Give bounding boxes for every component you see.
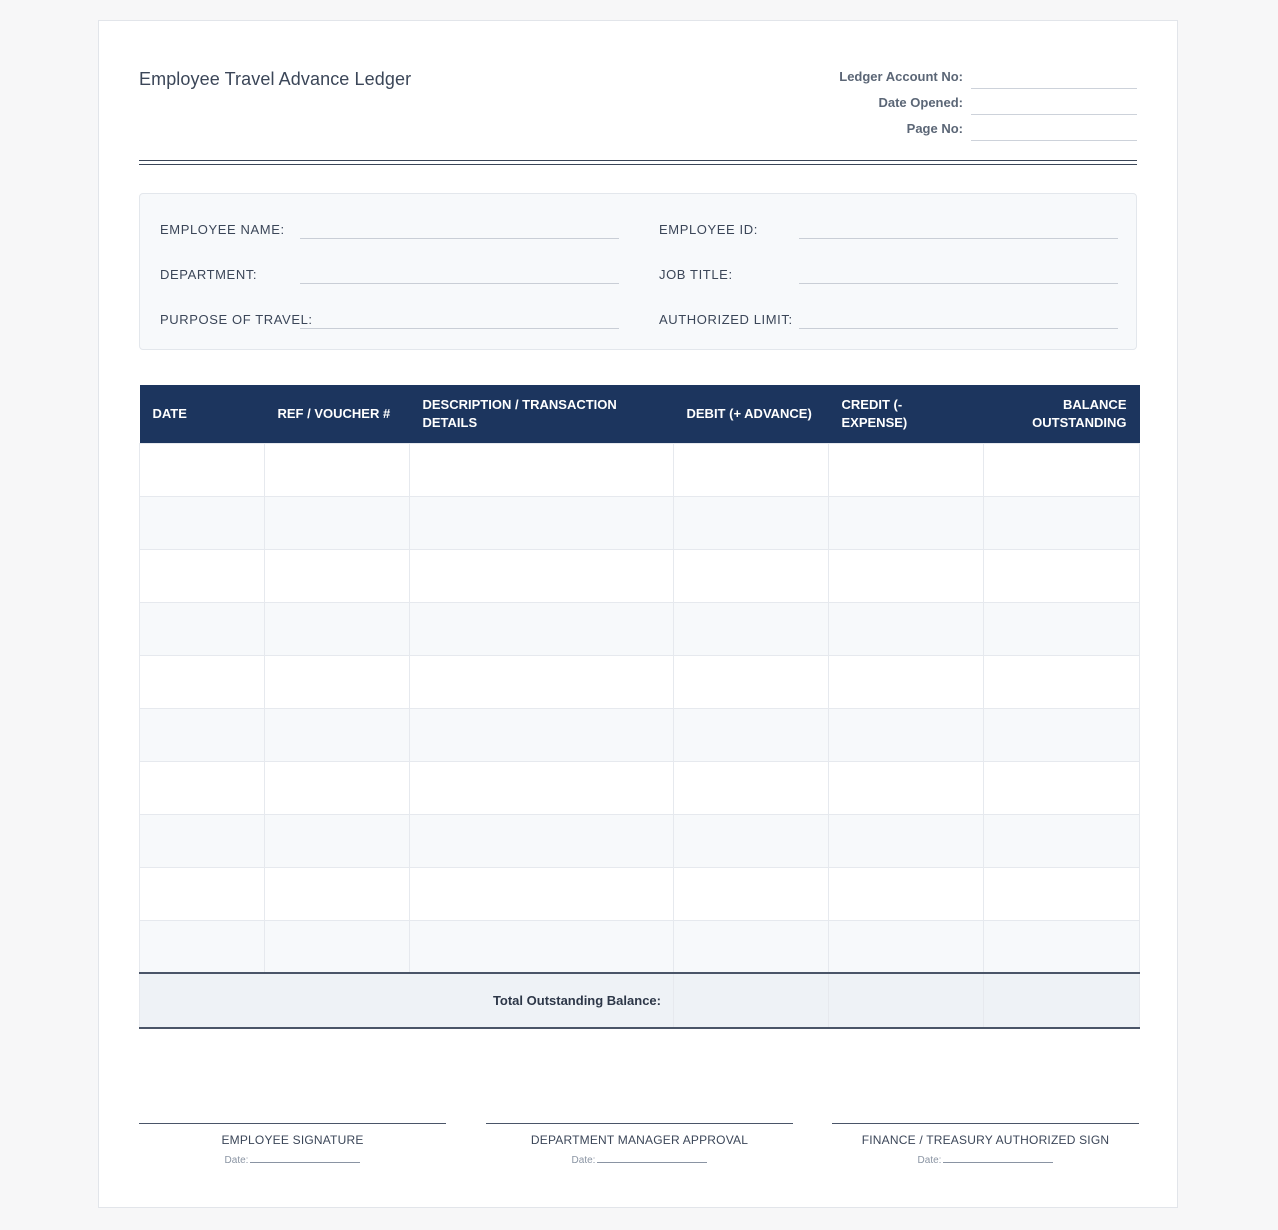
credit-cell[interactable] <box>829 496 984 549</box>
ref-cell[interactable] <box>265 549 410 602</box>
date-cell[interactable] <box>140 761 265 814</box>
date-cell[interactable] <box>140 708 265 761</box>
debit-cell[interactable] <box>674 920 829 973</box>
column-header-ref: REF / VOUCHER # <box>265 385 410 443</box>
date-field[interactable] <box>597 1153 707 1163</box>
employee-id-row <box>659 220 1118 239</box>
date-opened-field[interactable] <box>971 90 1137 115</box>
ref-cell[interactable] <box>265 920 410 973</box>
debit-cell[interactable] <box>674 602 829 655</box>
date-cell[interactable] <box>140 655 265 708</box>
credit-cell[interactable] <box>829 814 984 867</box>
date-cell[interactable] <box>140 814 265 867</box>
ref-cell[interactable] <box>265 814 410 867</box>
ledger-account-label: Ledger Account No: <box>839 69 963 84</box>
ledger-row <box>140 655 1140 708</box>
debit-cell[interactable] <box>674 496 829 549</box>
column-header-date: DATE <box>140 385 265 443</box>
employee-info-panel <box>139 193 1137 350</box>
document-title: Employee Travel Advance Ledger <box>139 69 412 89</box>
ref-cell[interactable] <box>265 602 410 655</box>
date-label: Date: <box>224 1155 249 1166</box>
ledger-row <box>140 867 1140 920</box>
column-header-credit: CREDIT (- EXPENSE) <box>829 385 984 443</box>
description-cell[interactable] <box>410 814 674 867</box>
ref-cell[interactable] <box>265 867 410 920</box>
total-debit-cell[interactable] <box>674 973 829 1028</box>
date-opened-label: Date Opened: <box>878 95 963 110</box>
employee-name-row <box>160 220 619 239</box>
ledger-page <box>98 20 1178 1208</box>
date-cell[interactable] <box>140 920 265 973</box>
date-opened-row <box>817 89 1137 115</box>
date-label: Date: <box>917 1155 942 1166</box>
ledger-row <box>140 549 1140 602</box>
ref-cell[interactable] <box>265 443 410 496</box>
ref-cell[interactable] <box>265 496 410 549</box>
date-cell[interactable] <box>140 549 265 602</box>
total-credit-cell[interactable] <box>829 973 984 1028</box>
ledger-row <box>140 602 1140 655</box>
ref-cell[interactable] <box>265 761 410 814</box>
finance-sign-title: FINANCE / TREASURY AUTHORIZED SIGN <box>861 1133 1110 1147</box>
description-cell[interactable] <box>410 655 674 708</box>
balance-cell[interactable] <box>984 655 1140 708</box>
credit-cell[interactable] <box>829 761 984 814</box>
credit-cell[interactable] <box>829 655 984 708</box>
description-cell[interactable] <box>410 920 674 973</box>
description-cell[interactable] <box>410 708 674 761</box>
finance-signature-line[interactable] <box>832 1123 1139 1124</box>
ledger-body <box>140 443 1140 973</box>
date-field[interactable] <box>943 1153 1053 1163</box>
date-cell[interactable] <box>140 867 265 920</box>
ledger-row <box>140 496 1140 549</box>
employee-id-label: EMPLOYEE ID: <box>659 222 758 237</box>
credit-cell[interactable] <box>829 708 984 761</box>
balance-cell[interactable] <box>984 814 1140 867</box>
page-no-field[interactable] <box>971 116 1137 141</box>
balance-cell[interactable] <box>984 549 1140 602</box>
employee-signature-block <box>139 1123 446 1166</box>
manager-approval-date <box>486 1153 793 1166</box>
job-title-label: JOB TITLE: <box>659 267 733 282</box>
page-no-label: Page No: <box>906 121 963 136</box>
finance-sign-block <box>832 1123 1139 1166</box>
authorized-limit-field[interactable] <box>799 310 1118 329</box>
credit-cell[interactable] <box>829 602 984 655</box>
ref-cell[interactable] <box>265 708 410 761</box>
ledger-row <box>140 443 1140 496</box>
balance-cell[interactable] <box>984 867 1140 920</box>
manager-signature-line[interactable] <box>486 1123 793 1124</box>
purpose-label: PURPOSE OF TRAVEL: <box>160 312 313 327</box>
description-cell[interactable] <box>410 761 674 814</box>
balance-cell[interactable] <box>984 496 1140 549</box>
balance-cell[interactable] <box>984 602 1140 655</box>
date-cell[interactable] <box>140 443 265 496</box>
ledger-account-row <box>817 63 1137 89</box>
purpose-field[interactable] <box>300 310 619 329</box>
description-cell[interactable] <box>410 496 674 549</box>
credit-cell[interactable] <box>829 867 984 920</box>
purpose-row <box>160 310 619 329</box>
authorized-limit-row <box>659 310 1118 329</box>
balance-cell[interactable] <box>984 708 1140 761</box>
header-divider <box>139 160 1137 165</box>
balance-cell[interactable] <box>984 761 1140 814</box>
column-header-description: DESCRIPTION / TRANSACTION DETAILS <box>410 385 674 443</box>
total-label: Total Outstanding Balance: <box>140 973 674 1028</box>
ledger-account-field[interactable] <box>971 64 1137 89</box>
employee-signature-line[interactable] <box>139 1123 446 1124</box>
ledger-header-row <box>140 385 1140 443</box>
balance-cell[interactable] <box>984 920 1140 973</box>
date-cell[interactable] <box>140 496 265 549</box>
manager-approval-title: DEPARTMENT MANAGER APPROVAL <box>530 1133 749 1147</box>
finance-sign-date <box>832 1153 1139 1166</box>
employee-name-label: EMPLOYEE NAME: <box>160 222 285 237</box>
column-header-balance: BALANCE OUTSTANDING <box>984 385 1140 443</box>
date-cell[interactable] <box>140 602 265 655</box>
description-cell[interactable] <box>410 443 674 496</box>
department-label: DEPARTMENT: <box>160 267 258 282</box>
total-balance-cell[interactable] <box>984 973 1140 1028</box>
debit-cell[interactable] <box>674 549 829 602</box>
ref-cell[interactable] <box>265 655 410 708</box>
description-cell[interactable] <box>410 867 674 920</box>
debit-cell[interactable] <box>674 655 829 708</box>
employee-signature-date <box>139 1153 446 1166</box>
ledger-row <box>140 814 1140 867</box>
ledger-row <box>140 761 1140 814</box>
employee-name-field[interactable] <box>300 220 619 239</box>
employee-id-field[interactable] <box>799 220 1118 239</box>
debit-cell[interactable] <box>674 867 829 920</box>
job-title-field[interactable] <box>799 265 1118 284</box>
ledger-table <box>139 385 1140 1029</box>
debit-cell[interactable] <box>674 761 829 814</box>
employee-signature-title: EMPLOYEE SIGNATURE <box>221 1133 364 1147</box>
job-title-row <box>659 265 1118 284</box>
credit-cell[interactable] <box>829 920 984 973</box>
description-cell[interactable] <box>410 549 674 602</box>
balance-cell[interactable] <box>984 443 1140 496</box>
debit-cell[interactable] <box>674 443 829 496</box>
credit-cell[interactable] <box>829 549 984 602</box>
ledger-row <box>140 920 1140 973</box>
authorized-limit-label: AUTHORIZED LIMIT: <box>659 312 793 327</box>
debit-cell[interactable] <box>674 814 829 867</box>
total-row <box>140 973 1140 1028</box>
page-no-row <box>817 115 1137 141</box>
department-row <box>160 265 619 284</box>
ledger-meta-block <box>817 63 1137 141</box>
description-cell[interactable] <box>410 602 674 655</box>
credit-cell[interactable] <box>829 443 984 496</box>
debit-cell[interactable] <box>674 708 829 761</box>
department-field[interactable] <box>300 265 619 284</box>
manager-approval-block <box>486 1123 793 1166</box>
ledger-row <box>140 708 1140 761</box>
column-header-debit: DEBIT (+ ADVANCE) <box>674 385 829 443</box>
date-field[interactable] <box>250 1153 360 1163</box>
date-label: Date: <box>571 1155 596 1166</box>
